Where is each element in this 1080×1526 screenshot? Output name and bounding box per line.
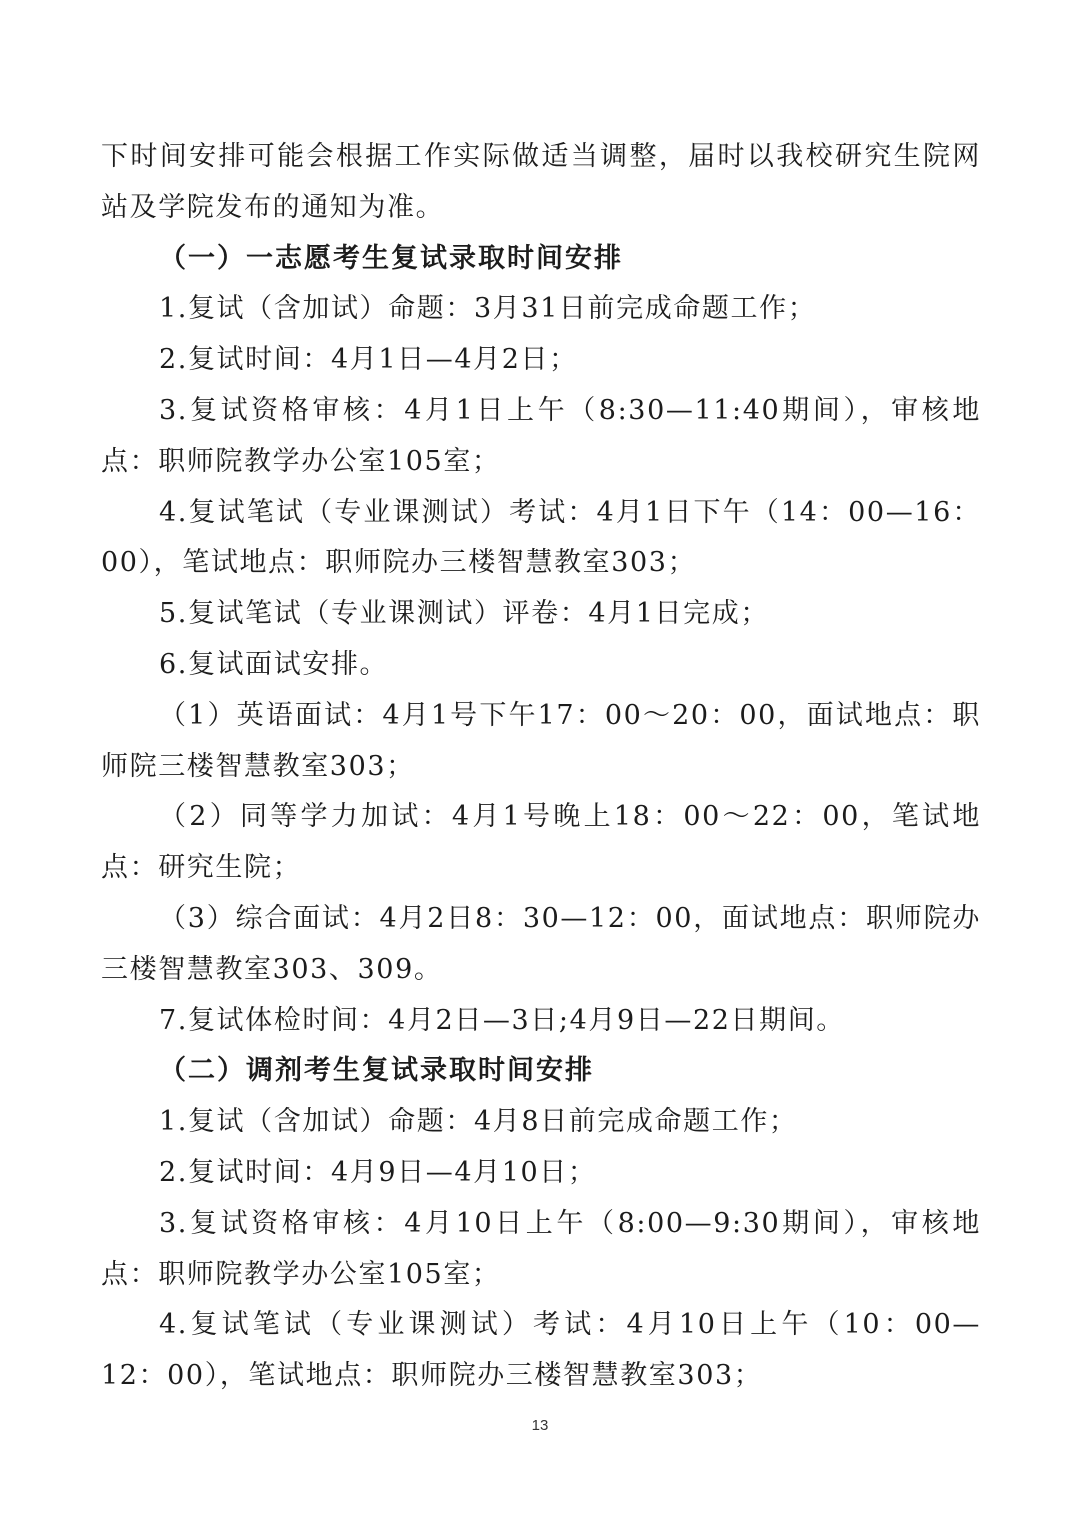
sub-item-1-6-1: （1）英语面试：4月1号下午17：00～20：00，面试地点：职师院三楼智慧教室303； xyxy=(101,699,981,782)
list-item-1-5: 5.复试笔试（专业课测试）评卷：4月1日完成； xyxy=(159,598,769,630)
list-item-1-7: 7.复试体检时间：4月2日—3日;4月9日—22日期间。 xyxy=(159,1004,845,1036)
document-body xyxy=(101,132,981,1402)
list-item-1-2: 2.复试时间：4月1日—4月2日； xyxy=(159,344,578,376)
list-item-1-4: 4.复试笔试（专业课测试）考试：4月1日下午（14：00—16：00），笔试地点：职师院办三楼智慧教室303； xyxy=(101,496,981,579)
section-heading-adjustment: （二）调剂考生复试录取时间安排 xyxy=(159,1055,594,1087)
list-item-1-6: 6.复试面试安排。 xyxy=(159,648,389,680)
list-item-1-1: 1.复试（含加试）命题：3月31日前完成命题工作； xyxy=(159,293,817,325)
sub-item-1-6-2: （2）同等学力加试：4月1号晚上18：00～22：00，笔试地点：研究生院； xyxy=(101,801,981,884)
list-item-2-1: 1.复试（含加试）命题：4月8日前完成命题工作； xyxy=(159,1106,798,1138)
section-heading-first-choice: （一）一志愿考生复试录取时间安排 xyxy=(159,242,623,274)
page-number: 13 xyxy=(531,1417,549,1434)
sub-item-1-6-3: （3）综合面试：4月2日8：30—12：00，面试地点：职师院办三楼智慧教室303、309。 xyxy=(101,902,981,985)
list-item-2-2: 2.复试时间：4月9日—4月10日； xyxy=(159,1156,597,1188)
list-item-1-3: 3.复试资格审核：4月1日上午（8:30—11:40期间），审核地点：职师院教学办公室105室； xyxy=(101,394,981,477)
list-item-2-3: 3.复试资格审核：4月10日上午（8:00—9:30期间），审核地点：职师院教学办公室105室； xyxy=(101,1207,981,1290)
list-item-2-4: 4.复试笔试（专业课测试）考试：4月10日上午（10：00—12：00），笔试地点：职师院办三楼智慧教室303； xyxy=(101,1309,981,1392)
paragraph-intro-continuation: 下时间安排可能会根据工作实际做适当调整，届时以我校研究生院网站及学院发布的通知为准。 xyxy=(101,141,981,223)
